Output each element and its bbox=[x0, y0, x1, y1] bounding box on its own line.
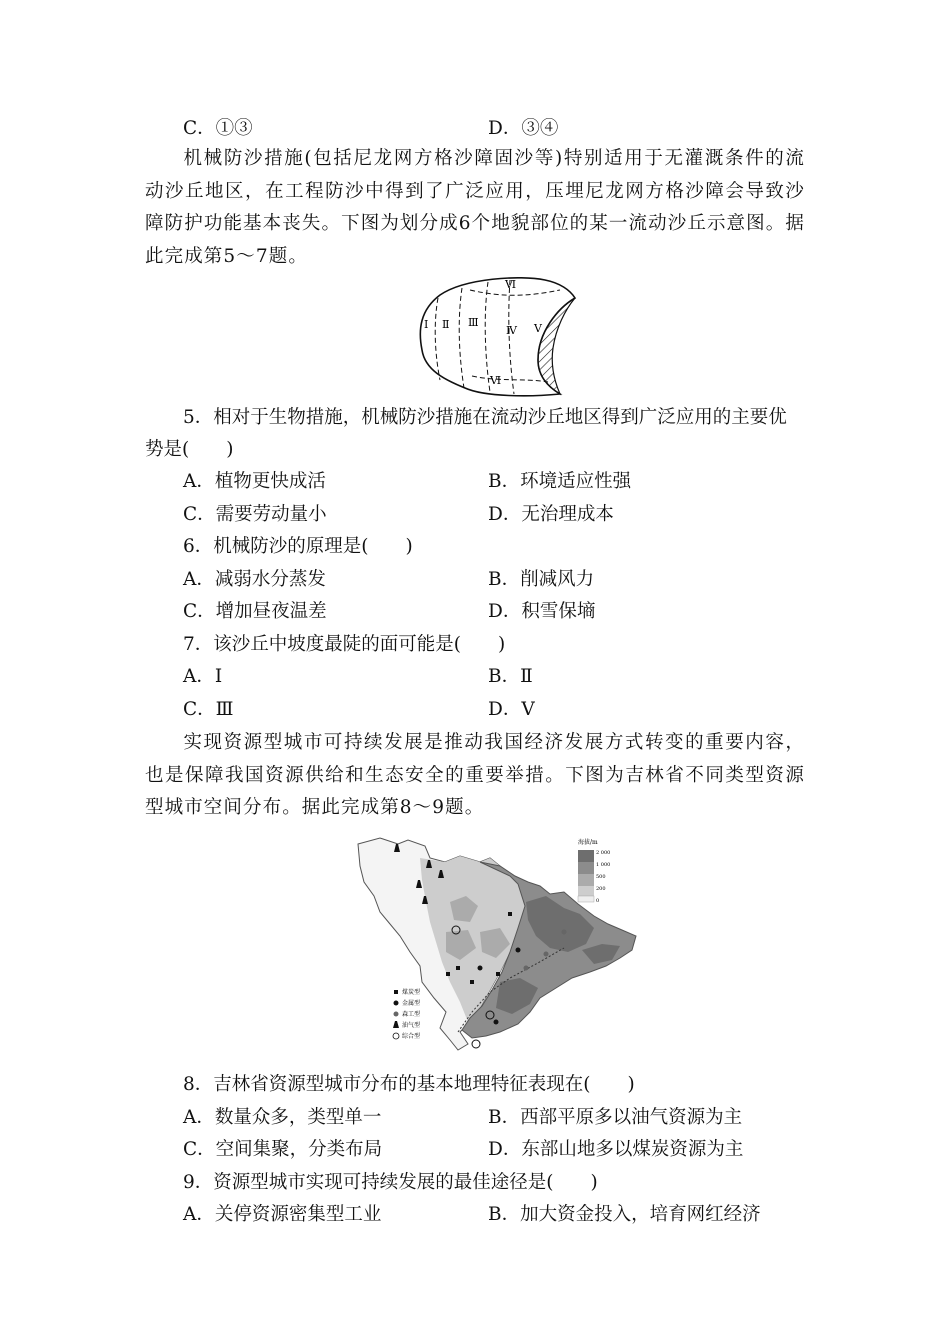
comprehensive-icon bbox=[393, 1033, 399, 1039]
label-vi-bottom: Ⅵ bbox=[490, 374, 502, 387]
q7-option-d: D．Ⅴ bbox=[488, 699, 535, 720]
q7-option-c: C．Ⅲ bbox=[183, 699, 234, 720]
slip-face bbox=[538, 298, 575, 394]
label-iv: Ⅳ bbox=[506, 324, 517, 337]
label-ii: Ⅱ bbox=[442, 318, 450, 331]
elevation-tick-2000: 2 000 bbox=[596, 850, 611, 856]
q8-option-b: B．西部平原多以油气资源为主 bbox=[488, 1107, 743, 1128]
dune-figure bbox=[410, 270, 585, 400]
q9-stem: 9．资源型城市实现可持续发展的最佳途径是( ) bbox=[183, 1172, 598, 1193]
q5-stem-line2: 势是( ) bbox=[145, 439, 234, 460]
q8-option-a: A．数量众多，类型单一 bbox=[183, 1107, 382, 1128]
q8-stem: 8．吉林省资源型城市分布的基本地理特征表现在( ) bbox=[183, 1074, 635, 1095]
option-d-prev: D．③④ bbox=[488, 118, 559, 139]
q6-option-a: A．减弱水分蒸发 bbox=[183, 569, 326, 590]
q8-option-c: C．空间集聚，分类布局 bbox=[183, 1139, 383, 1160]
label-vi-top: Ⅵ bbox=[505, 278, 517, 291]
q7-stem: 7．该沙丘中坡度最陡的面可能是( ) bbox=[183, 634, 506, 655]
q7-option-a: A．Ⅰ bbox=[183, 666, 223, 687]
legend-coal: 煤炭型 bbox=[402, 989, 421, 996]
legend-comprehensive: 综合型 bbox=[402, 1033, 421, 1040]
oil-gas-icon bbox=[393, 1021, 399, 1028]
q9-option-b: B．加大资金投入，培育网红经济 bbox=[488, 1204, 761, 1225]
jilin-map bbox=[350, 832, 642, 1060]
q6-option-c: C．增加昼夜温差 bbox=[183, 601, 327, 622]
q5-option-b: B．环境适应性强 bbox=[488, 471, 632, 492]
label-v: Ⅴ bbox=[534, 322, 542, 335]
q7-option-b: B．Ⅱ bbox=[488, 666, 533, 687]
q6-option-b: B．削减风力 bbox=[488, 569, 595, 590]
label-i: Ⅰ bbox=[424, 318, 429, 331]
legend-oil-gas: 油气型 bbox=[402, 1022, 421, 1029]
passage-jilin: 实现资源型城市可持续发展是推动我国经济发展方式转变的重要内容，也是保障我国资源供给和生态安全的重要举措。下图为吉林省不同类型资源型城市空间分布。据此完成第8～9题。 bbox=[145, 732, 805, 818]
q6-stem: 6．机械防沙的原理是( ) bbox=[183, 536, 413, 557]
label-iii: Ⅲ bbox=[468, 316, 479, 329]
q6-option-d: D．积雪保墒 bbox=[488, 601, 596, 622]
q5-option-c: C．需要劳动量小 bbox=[183, 504, 327, 525]
legend-forestry: 森工型 bbox=[402, 1011, 421, 1018]
q5-option-a: A．植物更快成活 bbox=[183, 471, 326, 492]
q8-option-d: D．东部山地多以煤炭资源为主 bbox=[488, 1139, 744, 1160]
option-c-prev: C．①③ bbox=[183, 118, 253, 139]
q5-stem-line1: 5．相对于生物措施，机械防沙措施在流动沙丘地区得到广泛应用的主要优 bbox=[183, 407, 787, 428]
elevation-tick-0: 0 bbox=[596, 898, 600, 904]
elevation-tick-1000: 1 000 bbox=[596, 862, 611, 868]
coal-icon bbox=[394, 990, 398, 994]
elevation-title: 海拔/m bbox=[578, 839, 598, 846]
elevation-tick-200: 200 bbox=[596, 886, 606, 892]
q5-option-d: D．无治理成本 bbox=[488, 504, 614, 525]
metal-icon bbox=[394, 1001, 399, 1006]
q9-option-a: A．关停资源密集型工业 bbox=[183, 1204, 382, 1225]
legend-metal: 金属型 bbox=[402, 1000, 421, 1007]
elevation-tick-500: 500 bbox=[596, 874, 606, 880]
passage-dune: 机械防沙措施(包括尼龙网方格沙障固沙等)特别适用于无灌溉条件的流动沙丘地区，在工程防沙中得到了广泛应用，压埋尼龙网方格沙障会导致沙障防护功能基本丧失。下图为划分成6个地貌部位的某一流动沙丘示意图。据此完成第5～7题。 bbox=[145, 148, 805, 267]
forestry-icon bbox=[394, 1012, 399, 1017]
